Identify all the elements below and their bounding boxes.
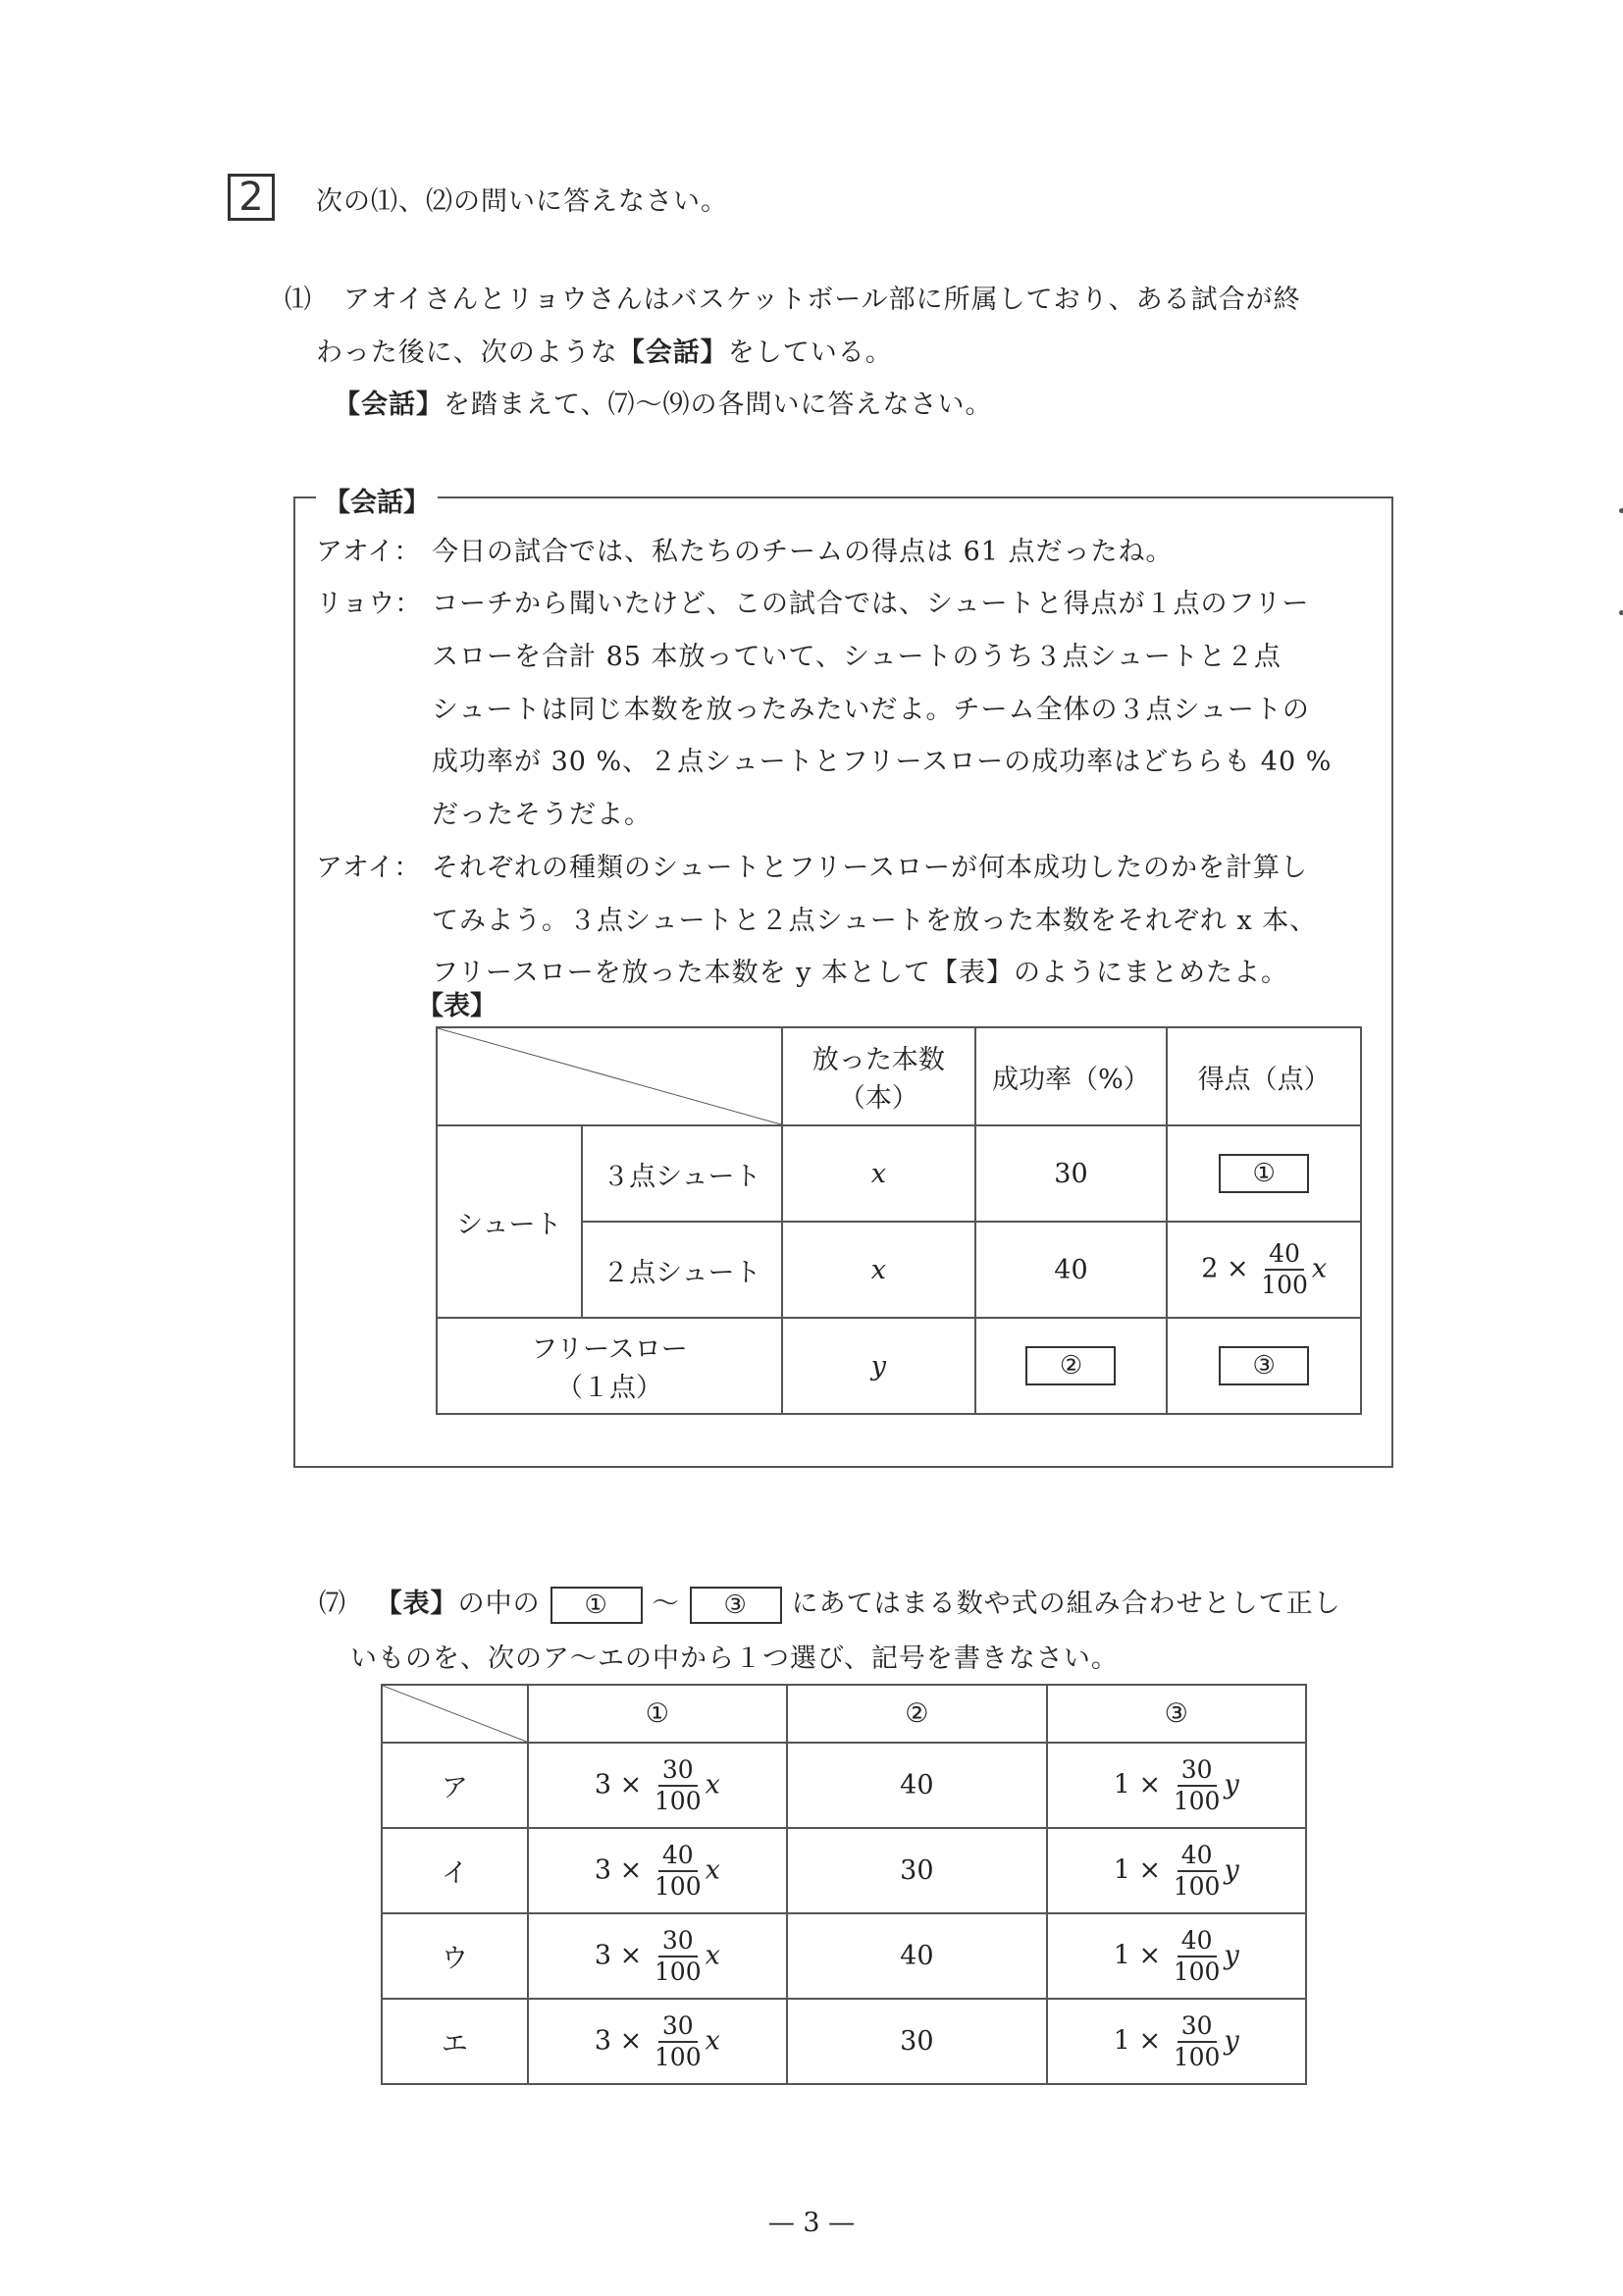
fraction [1174,1841,1221,1902]
choice-value-2: 30 [787,1828,1046,1913]
subquestion-a-line1 [319,1582,1341,1624]
conversation-line: スローを合計 85 本放っていて、シュートのうち３点シュートと２点 [432,642,1282,672]
page-number: — 3 — [767,2208,856,2238]
expr-prefix: 3 × [594,1769,643,1800]
choice-value-2: 30 [787,1999,1046,2084]
table-row [437,1318,1361,1414]
conversation-line: フリースローを放った本数を y 本として【表】のようにまとめたよ。 [432,958,1288,988]
blank-box-ref-1: ① [550,1587,643,1624]
diagonal-line-icon [383,1686,527,1742]
header-unit: （本） [838,1083,918,1114]
intro-text: をしている。 [727,338,893,368]
numerator: 40 [658,1841,698,1872]
speaker-name: アオイ： [316,537,421,567]
points-cell [1167,1318,1361,1414]
intro-text: を踏まえて、⑺～⑼の各問いに答えなさい。 [444,390,993,420]
subquestion-a-line2: いものを、次のア～エの中から１つ選び、記号を書きなさい。 [350,1644,1119,1674]
rate-cell: 40 [975,1222,1168,1318]
choice-header: ③ [1047,1685,1306,1743]
blank-box-ref-3: ③ [690,1587,782,1624]
row-label [437,1318,782,1414]
header-points: 得点（点） [1167,1027,1361,1125]
numerator: 40 [1265,1239,1304,1271]
header-success-rate: 成功率（%） [975,1027,1168,1125]
choice-value-2: 40 [787,1743,1046,1828]
conversation-line: シュートは同じ本数を放ったみたいだよ。チーム全体の３点シュートの [432,695,1310,725]
variable: y [1224,1854,1239,1885]
score-table [436,1026,1362,1415]
expr-prefix: 3 × [594,2025,643,2056]
conversation-line: だったそうだよ。 [432,800,652,830]
sub-text: にあてはまる数や式の組み合わせとして正し [791,1589,1341,1619]
fraction [654,2011,702,2072]
variable: x [705,1769,720,1800]
row-label: ３点シュート [582,1125,782,1222]
expr-prefix: 3 × [594,1854,643,1885]
part1-intro-line3 [334,383,992,421]
denominator: 100 [654,2042,702,2071]
conversation-title: 【会話】 [316,481,438,519]
choice-header-row [382,1685,1306,1743]
fraction [1174,1755,1221,1816]
variable: y [1224,1769,1239,1800]
row-label-line: （１点） [556,1373,663,1403]
denominator: 100 [654,1786,702,1815]
fraction [654,1926,702,1987]
variable: y [1224,2025,1239,2056]
scan-mark [1619,508,1623,513]
numerator: 40 [1178,1926,1217,1957]
denominator: 100 [1173,1786,1221,1815]
denominator: 100 [654,1871,702,1901]
table-header-row [437,1027,1361,1125]
fraction [1174,2011,1221,2072]
choice-expr-3 [1047,1999,1306,2084]
count-cell: x [782,1125,975,1222]
question-number-box: 2 [228,174,275,221]
conversation-line: それぞれの種類のシュートとフリースローが何本成功したのかを計算し [432,853,1309,883]
numerator: 30 [1178,2011,1217,2043]
sub-text: の中の [457,1589,541,1619]
fraction [654,1841,702,1902]
choice-expr-3 [1047,1828,1306,1913]
blank-box-1: ① [1219,1154,1309,1193]
points-cell [1167,1125,1361,1222]
header-shots-taken [782,1027,975,1125]
table-row [437,1125,1361,1222]
diagonal-header-cell [437,1027,782,1125]
choice-header: ② [787,1685,1046,1743]
expr-prefix: 1 × [1113,2025,1162,2056]
subquestion-label: ⑺ [319,1589,346,1619]
tilde: ～ [652,1589,680,1619]
choice-value-2: 40 [787,1913,1046,1999]
choice-expr-1 [528,1743,787,1828]
numerator: 30 [658,1926,698,1957]
variable: x [1311,1253,1328,1284]
choice-expr-3 [1047,1743,1306,1828]
denominator: 100 [1261,1271,1308,1299]
conversation-line: コーチから聞いたけど、この試合では、シュートと得点が１点のフリー [432,589,1310,619]
variable: x [705,2025,720,2056]
choice-label: エ [382,1999,528,2084]
expr-prefix: 3 × [594,1940,643,1970]
conversation-line: てみよう。３点シュートと２点シュートを放った本数をそれぞれ x 本、 [432,906,1318,936]
fraction [1174,1926,1221,1987]
choice-label: ア [382,1743,528,1828]
table-title: 【表】 [417,991,497,1021]
conversation-line: 今日の試合では、私たちのチームの得点は 61 点だったね。 [432,537,1174,567]
choice-row [382,1999,1306,2084]
part1-intro-line1: アオイさんとリョウさんはバスケットボール部に所属しており、ある試合が終 [343,285,1301,315]
expr-prefix: 1 × [1113,1940,1162,1970]
choice-table [381,1684,1307,2085]
row-label-line: フリースロー [531,1334,688,1365]
fraction [1261,1239,1308,1300]
intro-text: わった後に、次のような [316,338,618,368]
choice-expr-1 [528,1913,787,1999]
choice-rows [382,1743,1306,2084]
rate-cell [975,1318,1168,1414]
expr-prefix: 1 × [1113,1769,1162,1800]
denominator: 100 [1173,2042,1221,2071]
choice-expr-3 [1047,1913,1306,1999]
blank-box-2: ② [1025,1346,1116,1385]
choice-row [382,1913,1306,1999]
denominator: 100 [654,1957,702,1986]
diagonal-line-icon [438,1028,781,1124]
scan-mark [1619,610,1623,615]
denominator: 100 [1173,1957,1221,1986]
speaker-name: アオイ： [316,853,421,883]
rate-cell: 30 [975,1125,1168,1222]
expr-prefix: 1 × [1113,1854,1162,1885]
choice-expr-1 [528,1828,787,1913]
points-cell [1167,1222,1361,1318]
conversation-ref: 【会話】 [617,338,728,368]
points-prefix: 2 × [1201,1253,1249,1284]
choice-label: イ [382,1828,528,1913]
numerator: 30 [1178,1755,1217,1787]
part1-label: ⑴ [285,285,312,315]
count-cell: x [782,1222,975,1318]
count-cell: y [782,1318,975,1414]
variable: y [1224,1940,1239,1970]
variable: x [705,1940,720,1970]
numerator: 30 [658,2011,698,2043]
choice-expr-1 [528,1999,787,2084]
choice-label: ウ [382,1913,528,1999]
diagonal-header-cell [382,1685,528,1743]
numerator: 40 [1178,1841,1217,1872]
conversation-line: 成功率が 30 %、２点シュートとフリースローの成功率はどちらも 40 % [432,747,1333,777]
choice-row [382,1828,1306,1913]
numerator: 30 [658,1755,698,1787]
denominator: 100 [1173,1871,1221,1901]
row-label: ２点シュート [582,1222,782,1318]
header-text: 放った本数 [812,1045,945,1075]
fraction [654,1755,702,1816]
speaker-name: リョウ： [316,589,422,619]
group-label-shoot: シュート [437,1125,582,1318]
variable: x [705,1854,720,1885]
table-ref: 【表】 [375,1589,458,1619]
blank-box-3: ③ [1219,1346,1309,1385]
choice-row [382,1743,1306,1828]
part1-intro-line2 [316,331,893,369]
choice-header: ① [528,1685,787,1743]
question-instruction: 次の⑴、⑵の問いに答えなさい。 [316,186,728,217]
conversation-ref: 【会話】 [334,390,444,420]
